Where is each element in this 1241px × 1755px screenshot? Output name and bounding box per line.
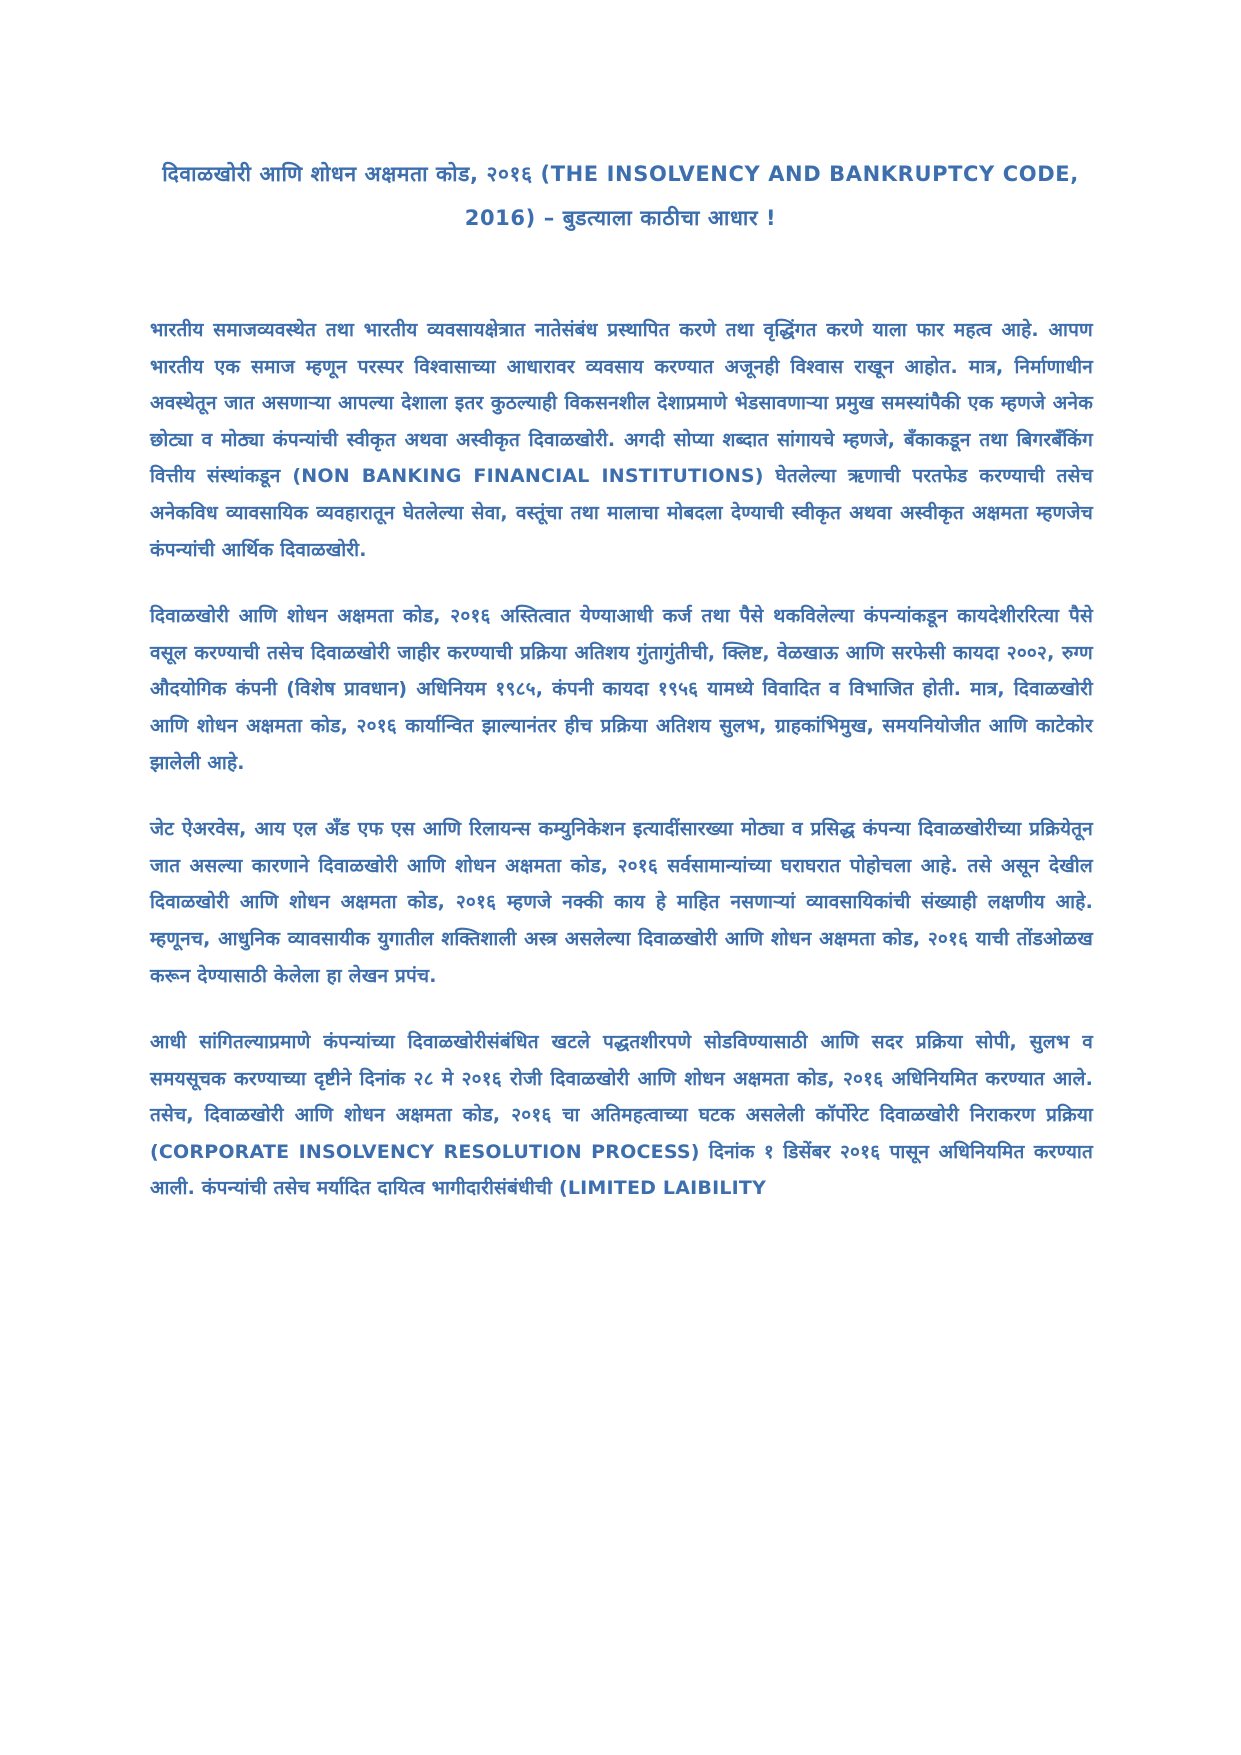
- paragraph-before-code: दिवाळखोरी आणि शोधन अक्षमता कोड, २०१६ अस्तित्वात येण्याआधी कर्ज तथा पैसे थकविलेल्या कंपन्यांकडून कायदेशीररित्या पैसे वसूल करण्याची तसेच दिवाळखोरी जाहीर करण्याची प्रक्रिया अतिशय गुंतागुंतीची, क्लिष्ट, वेळखाऊ आणि सरफेसी कायदा २००२, रुग्ण औदयोगिक कंपनी (विशेष प्रावधान) अधिनियम १९८५, कंपनी कायदा १९५६ यामध्ये विवादित व विभाजित होती. मात्र, दिवाळखोरी आणि शोधन अक्षमता कोड, २०१६ कार्यान्वित झाल्यानंतर हीच प्रक्रिया अतिशय सुलभ, ग्राहकांभिमुख, समयनियोजीत आणि काटेकोर झालेली आहे.: [150, 605, 1093, 774]
- paragraph-enactment: आधी सांगितल्याप्रमाणे कंपन्यांच्या दिवाळखोरीसंबंधित खटले पद्धतशीरपणे सोडविण्यासाठी आणि सदर प्रक्रिया सोपी, सुलभ व समयसूचक करण्याच्या दृष्टीने दिनांक २८ मे २०१६ रोजी दिवाळखोरी आणि शोधन अक्षमता कोड, २०१६ अधिनियमित करण्यात आले. तसेच, दिवाळखोरी आणि शोधन अक्षमता कोड, २०१६ चा अतिमहत्वाच्या घटक असलेली कॉर्पोरेट दिवाळखोरी निराकरण प्रक्रिया (CORPORATE INSOLVENCY RESOLUTION PROCESS) दिनांक १ डिसेंबर २०१६ पासून अधिनियमित करण्यात आली. कंपन्यांची तसेच मर्यादित दायित्व भागीदारीसंबंधीची (LIMITED LAIBILITY: [150, 1031, 1093, 1200]
- paragraph-intro: भारतीय समाजव्यवस्थेत तथा भारतीय व्यवसायक्षेत्रात नातेसंबंध प्रस्थापित करणे तथा वृद्धिंगत करणे याला फार महत्व आहे. आपण भारतीय एक समाज म्हणून परस्पर विश्वासाच्या आधारावर व्यवसाय करण्यात अजूनही विश्वास राखून आहोत. मात्र, निर्माणाधीन अवस्थेतून जात असणाऱ्या आपल्या देशाला इतर कुठल्याही विकसनशील देशाप्रमाणे भेडसावणाऱ्या प्रमुख समस्यांपैकी एक म्हणजे अनेक छोट्या व मोठ्या कंपन्यांची स्वीकृत अथवा अस्वीकृत दिवाळखोरी. अगदी सोप्या शब्दात सांगायचे म्हणजे, बँकाकडून तथा बिगरबँकिंग वित्तीय संस्थांकडून (NON BANKING FINANCIAL INSTITUTIONS) घेतलेल्या ऋणाची परतफेड करण्याची तसेच अनेकविध व्यावसायिक व्यवहारातून घेतलेल्या सेवा, वस्तूंचा तथा मालाचा मोबदला देण्याची स्वीकृत अथवा अस्वीकृत अक्षमता म्हणजेच कंपन्यांची आर्थिक दिवाळखोरी.: [150, 319, 1093, 561]
- document-body: [150, 312, 1093, 1237]
- document-title: दिवाळखोरी आणि शोधन अक्षमता कोड, २०१६ (THE INSOLVENCY AND BANKRUPTCY CODE, 2016) – बुडत्याला काठीचा आधार !: [162, 162, 1079, 230]
- paragraph-examples: जेट ऐअरवेस, आय एल अँड एफ एस आणि रिलायन्स कम्युनिकेशन इत्यादींसारख्या मोठ्या व प्रसिद्ध कंपन्या दिवाळखोरीच्या प्रक्रियेतून जात असल्या कारणाने दिवाळखोरी आणि शोधन अक्षमता कोड, २०१६ सर्वसामान्यांच्या घराघरात पोहोचला आहे. तसे असून देखील दिवाळखोरी आणि शोधन अक्षमता कोड, २०१६ म्हणजे नक्की काय हे माहित नसणाऱ्यां व्यावसायिकांची संख्याही लक्षणीय आहे. म्हणूनच, आधुनिक व्यावसायीक युगातील शक्तिशाली अस्त्र असलेल्या दिवाळखोरी आणि शोधन अक्षमता कोड, २०१६ याची तोंडओळख करून देण्यासाठी केलेला हा लेखन प्रपंच.: [150, 818, 1093, 987]
